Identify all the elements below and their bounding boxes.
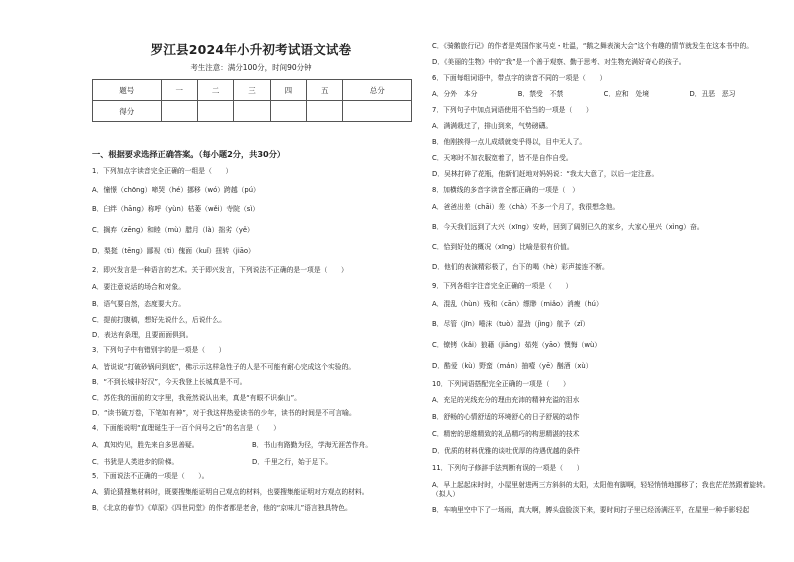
score-header-cell: 一 <box>161 80 197 101</box>
option-line: D．千里之行，始于足下。 <box>252 458 332 466</box>
question-line: 3．下列句子中有错别字的是一项是（ ） <box>92 346 226 354</box>
question-line: 5．下面说法不正确的一项是（ ）。 <box>92 472 209 480</box>
option-line: C．提前打腹稿，想好先说什么，后说什么。 <box>92 316 226 324</box>
option-line: C．镣铐（kǎi）狼藉（jiāng）茹苑（yāo）懊悔（wù） <box>432 341 602 349</box>
question-line: 9．下列各组字注音完全正确的一项是（ ） <box>432 282 573 290</box>
option-line: C．天寒时不加衣服宽着了，皆不是自作自受。 <box>432 154 573 162</box>
option-line: D．吴林打碎了花瓶，他新们赶地对妈妈说：“我太大意了，以后一定注意。 <box>432 170 659 178</box>
question-line: 7．下列句子中加点词语使用不恰当的一项是（ ） <box>432 106 593 114</box>
score-table <box>92 79 412 122</box>
score-header-row <box>93 80 412 101</box>
question-line: 4．下面能说明“直理诞生于一百个问号之后”的名言是（ ） <box>92 424 281 432</box>
score-cell[interactable] <box>343 101 412 122</box>
option-line: A．猜论猜搜集材料时，既要搜集能证明自己观点的材料，也要搜集能证明对方观点的材料。 <box>92 488 369 496</box>
option-line: A．满满栽过了，排山到来，气势磅礴。 <box>432 122 553 130</box>
option-line: A．爸爸出差（chāi）差（chà）不多一个月了，我很想念他。 <box>432 203 620 211</box>
option-line: B．尽管（jīn）唾沫（tuò）湿劲（jìng）航予（zǐ） <box>432 320 590 328</box>
score-cell[interactable] <box>197 101 233 122</box>
option-line: B．今天我们远到了大兴（xīng）安岭，回到了阔别已久的家乡，大家心里兴（xìng）奋。 <box>432 223 704 231</box>
question-line: 11．下列句子修辞手法判断有误的一项是（ ） <box>432 464 584 472</box>
question-line: 10．下列词语搭配完全正确的一项是（ ） <box>432 380 570 388</box>
question-line: 8．加横线的多音字读音全都正确的一项是（ ） <box>432 186 580 194</box>
question-line: 6．下面每组词语中，带点字的读音不同的一项是（ ） <box>432 74 607 82</box>
option-line: D．酷爱（kù）野蛮（mán）抽噎（yē）酗酒（xù） <box>432 362 593 370</box>
option-line: B．语气要自然，态度要大方。 <box>92 300 186 308</box>
score-header-cell: 题号 <box>93 80 162 101</box>
option-line: B．舒畅的心情舒适的环境舒心的日子舒展的动作 <box>432 413 580 421</box>
option-line: C．恰到好处的概况（xīng）比喻是很有价值。 <box>432 243 574 251</box>
question-line: 2．即兴发言是一种语言的艺术。关于即兴发言，下列说法不正确的是一项是（ ） <box>92 266 348 274</box>
option-line: B．“不到长城非好汉”，今天我登上长城真是不可。 <box>92 378 247 386</box>
score-cell[interactable] <box>161 101 197 122</box>
score-header-cell: 四 <box>270 80 306 101</box>
q6-option-b: B．禁受 不禁 <box>517 90 564 98</box>
option-line: D．梨挺（tēng）鄙视（tì）傀面（kuǐ）扭转（jiāo） <box>92 247 255 255</box>
option-line: A．充足的光线充分的理由充沛的精神充溢的泪水 <box>432 396 580 404</box>
option-line: D．他们的表演精彩极了，台下的喝（hè）彩声接连不断。 <box>432 263 609 271</box>
score-header-cell: 总分 <box>343 80 412 101</box>
option-line: D．表达有条理，且要面面俱到。 <box>92 331 193 339</box>
option-line: A．早上起起床时时，小屋里射进两三方斜斜的太阳，太阳他有脚啊，轻轻悄悄地挪移了；我也茫茫然跟着旋转。（拟人） <box>432 481 770 498</box>
q6-option-a: A．分外 本分 <box>432 90 478 98</box>
option-line: D．“读书破万卷，下笔如有神”，对于我这样热爱读书的少年，读书的时间是不可言喻。 <box>92 409 356 417</box>
page-title: 罗江县2024年小升初考试语文试卷 <box>150 42 352 57</box>
option-line: A．混乱（hùn）残和（cān）缥缈（miǎo）消瘦（hú） <box>432 300 603 308</box>
option-line: D．《美丽的生物》中的“我”是一个善于观察、勤于思考、对生物充满好奇心的孩子。 <box>432 58 686 66</box>
exam-notice: 考生注意：满分100分，时间90分钟 <box>190 63 312 72</box>
option-line: A．要注意说话的场合和对象。 <box>92 283 186 291</box>
score-header-cell: 五 <box>307 80 343 101</box>
option-line: B．书山有路勤为径，学海无涯苦作舟。 <box>252 441 373 449</box>
option-line: A．憧憬（chōng）啼哭（hé）挪移（wó）跨越（pú） <box>92 186 260 194</box>
option-line: A．皆说说“打破砂锅问到底”，佛示示这样急性子的人是不可能有耐心完成这个实验的。 <box>92 363 356 371</box>
option-line: A．真知灼见，胜先来自多思善疑。 <box>92 441 199 449</box>
option-line: C．书犹是人类进步的阶梯。 <box>92 458 179 466</box>
q6-option-c: C．应和 处境 <box>603 90 650 98</box>
score-cell[interactable] <box>234 101 270 122</box>
score-cell[interactable] <box>270 101 306 122</box>
option-line: C．《骑鹅旅行记》的作者是英国作家马克・吐温，“鹅之舞表演大会”这个有趣的情节就发生在这本书中的。 <box>432 42 754 50</box>
option-line: C．精密的思维精致的礼品精巧的构思精湛的技术 <box>432 430 580 438</box>
option-line: B．车响里空中下了一场雨，真大啊，膊头盘脸淡下来，要时间打子里已经汤满汪平，在屋里一种手影轻起 <box>432 506 750 514</box>
score-cell[interactable] <box>307 101 343 122</box>
option-line: C．搁弃（zēng）和睦（mù）腊月（là）拙劣（yě） <box>92 226 254 234</box>
option-line: C．苏佐我的面前的文字里，我竟然说认出来，真是“有眼不识泰山”。 <box>92 394 301 402</box>
q6-option-d: D．丑恶 恶习 <box>689 90 736 98</box>
score-value-row <box>93 101 412 122</box>
score-header-cell: 三 <box>234 80 270 101</box>
option-line: D．优质的材料优雅的谈吐优厚的待遇优越的条件 <box>432 447 580 455</box>
score-row-label: 得分 <box>93 101 162 122</box>
q6-options <box>432 90 735 99</box>
score-header-cell: 二 <box>197 80 233 101</box>
option-line: B．臼绊（hāng）称呼（yùn）枯萎（wěi）寺院（sì） <box>92 205 260 213</box>
option-line: B．《北京的春节》《草原》《四世同堂》的作者都是老舍，他的“京味儿”语言独具特色。 <box>92 504 352 512</box>
question-line: 1．下列加点字读音完全正确的一组是（ ） <box>92 167 233 175</box>
section-heading: 一、根据要求选择正确答案。（每小题2分，共30分） <box>92 149 286 159</box>
option-line: B．他刚挨得一点儿成绩就变乎得以，目中无人了。 <box>432 138 587 146</box>
